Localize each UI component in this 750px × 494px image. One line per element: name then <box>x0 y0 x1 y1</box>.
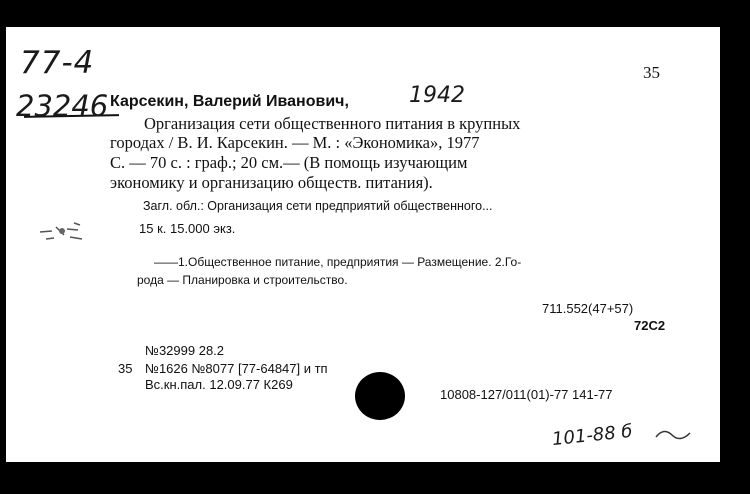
note-line-1: Загл. обл.: Организация сети предприятий общественного... <box>143 199 493 213</box>
title-line-1: Организация сети общественного питания в крупных <box>144 114 521 133</box>
title-line-3: С. — 70 с. : граф.; 20 см.— (В помощь изучающим <box>110 153 468 172</box>
call-number-top: 77-4 <box>20 45 95 81</box>
page-number: 35 <box>643 63 660 82</box>
note-line-2: 15 к. 15.000 экз. <box>139 221 236 236</box>
registration-line-3: Вс.кн.пал. 12.09.77 К269 <box>145 377 293 392</box>
registration-line-2: №1626 №8077 [77-64847] и тп <box>145 361 328 376</box>
registration-line-1: №32999 28.2 <box>145 343 225 358</box>
title-line-2: городах / В. И. Карсекин. — М. : «Экономика», 1977 <box>110 133 480 152</box>
call-number-bottom: 23246 <box>16 89 109 123</box>
subjects-line-1: ——1.Общественное питание, предприятия — Размещение. 2.Го- <box>154 255 522 269</box>
order-code: 10808-127/011(01)-77 141-77 <box>440 387 613 402</box>
punch-hole <box>355 372 405 420</box>
faded-stamp <box>34 217 92 247</box>
udc-index: 711.552(47+57) <box>542 301 634 316</box>
bbk-index: 72С2 <box>634 318 666 333</box>
author-year-handwritten: 1942 <box>409 83 465 108</box>
registration-prefix: 35 <box>118 361 133 376</box>
title-line-4: экономику и организацию обществ. питания). <box>110 173 433 192</box>
author-heading: Карсекин, Валерий Иванович, <box>110 93 349 110</box>
handwritten-scribble <box>654 423 694 452</box>
subjects-line-2: рода — Планировка и строительство. <box>137 273 348 287</box>
handwritten-bottom-note: 101-88 б <box>551 420 634 451</box>
